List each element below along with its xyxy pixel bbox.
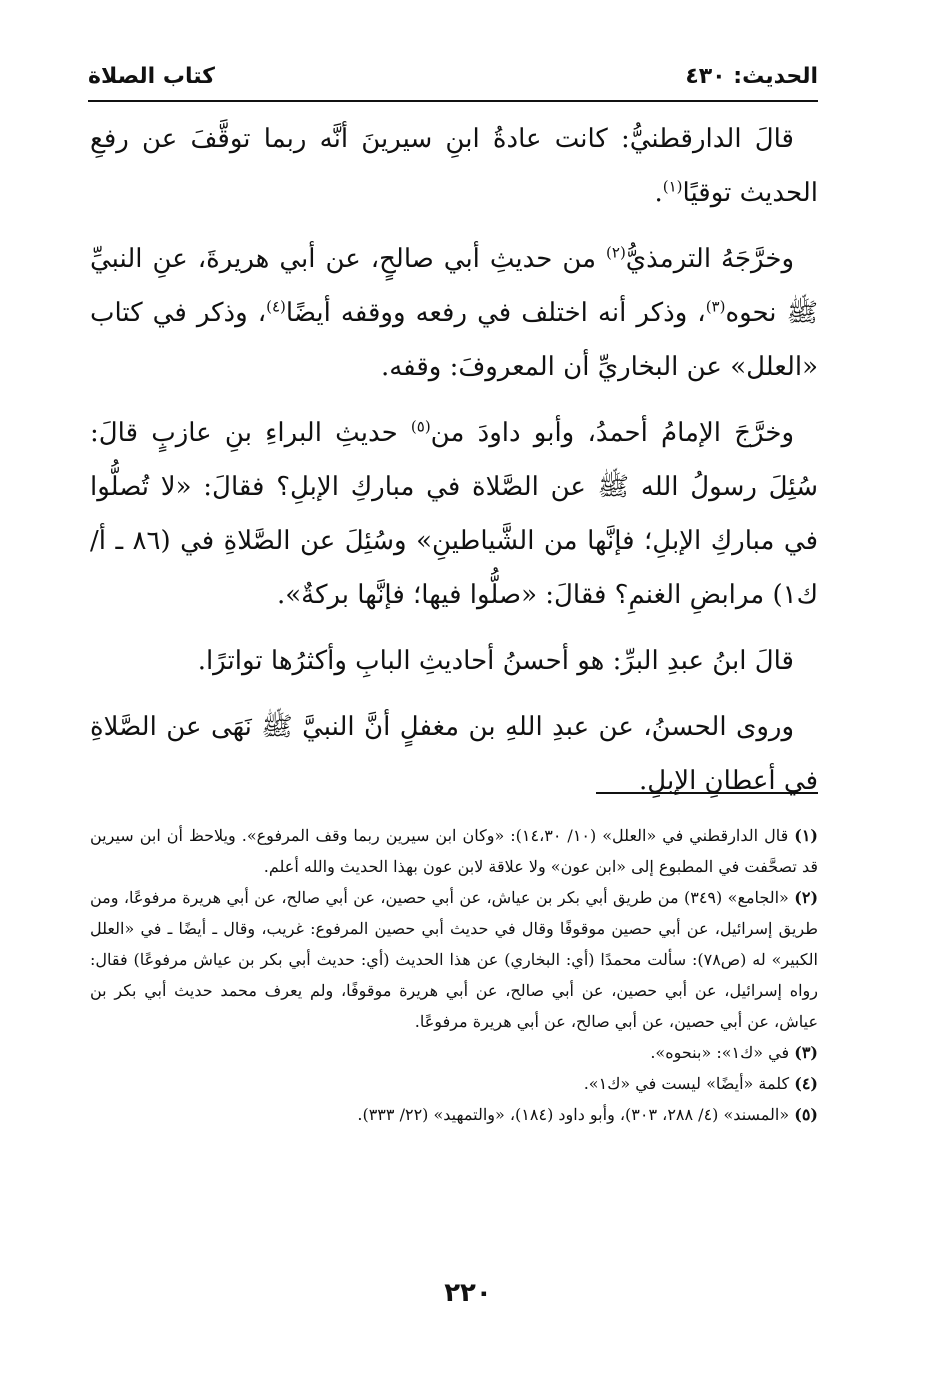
main-text bbox=[90, 112, 818, 820]
footnote-5 bbox=[90, 1099, 818, 1130]
footnote-4 bbox=[90, 1068, 818, 1099]
paragraph-text: . bbox=[654, 178, 663, 208]
paragraph-text: حديثِ البراءِ بنِ عازبٍ قالَ: سُئِلَ رسولُ الله ﷺ عن الصَّلاة في مباركِ الإبلِ؟ فقالَ: «لا تُصلُّوا في مباركِ الإبلِ؛ فإنَّها من الشَّياطينِ» وسُئِلَ عن الصَّلاةِ في (٨٦ ـ أ/ك١) مرابضِ الغنمِ؟ فقالَ: «صلُّوا فيها؛ فإنَّها بركةٌ». bbox=[90, 418, 818, 610]
footnote-1 bbox=[90, 820, 818, 882]
footnote-number: (١) bbox=[794, 826, 818, 845]
footnote-number: (٥) bbox=[794, 1105, 818, 1124]
paragraph-1 bbox=[90, 112, 818, 220]
chapter-title: كتاب الصلاة bbox=[88, 64, 215, 89]
paragraph-text: قالَ الدارقطنيُّ: كانت عادةُ ابنِ سيرينَ أنَّه ربما توقَّفَ عن رفعِ الحديث توقيًا bbox=[90, 124, 818, 208]
footnotes bbox=[90, 820, 818, 1130]
paragraph-text: وخرَّجَ الإمامُ أحمدُ، وأبو داودَ من bbox=[430, 418, 795, 448]
footnote-2 bbox=[90, 882, 818, 1037]
footnote-number: (٤) bbox=[794, 1074, 818, 1093]
footnote-text: في «ك١»: «بنحوه». bbox=[650, 1043, 790, 1062]
paragraph-5: وروى الحسنُ، عن عبدِ اللهِ بن مغفلٍ أنَّ النبيَّ ﷺ نَهَى عن الصَّلاةِ في أعطانِ الإبلِ. bbox=[90, 712, 818, 796]
header-rule bbox=[88, 100, 818, 102]
footnote-text: كلمة «أيضًا» ليست في «ك١». bbox=[583, 1074, 790, 1093]
footnote-ref: (١) bbox=[662, 177, 683, 196]
running-header bbox=[88, 58, 818, 98]
footnote-3 bbox=[90, 1037, 818, 1068]
footnote-separator bbox=[596, 792, 818, 794]
paragraph-text: وخرَّجَهُ الترمذيُّ bbox=[625, 244, 795, 274]
footnote-text: قال الدارقطني في «العلل» (١٠/ ١٤،٣٠): «وكان ابن سيرين ربما وقف المرفوع». ويلاحظ أن ابن سيرين قد تصحَّفت في المطبوع إلى «ابن عون» ولا علاقة لابن عون بهذا الحديث والله أعلم. bbox=[90, 826, 818, 876]
footnote-number: (٢) bbox=[794, 888, 819, 907]
paragraph-4: قالَ ابنُ عبدِ البرِّ: هو أحسنُ أحاديثِ البابِ وأكثرُها تواترًا. bbox=[197, 646, 794, 676]
paragraph-3 bbox=[90, 406, 818, 622]
page-number: ٢٢٠ bbox=[444, 1278, 492, 1308]
paragraph-text: ، وذكر أنه اختلف في رفعه ووقفه أيضًا bbox=[285, 298, 706, 328]
footnote-ref: (٤) bbox=[266, 297, 286, 316]
hadith-number: الحديث: ٤٣٠ bbox=[685, 64, 818, 89]
footnote-ref: (٥) bbox=[410, 417, 431, 436]
paragraph-text: ، وذكر في كتاب «العلل» عن البخاريِّ أن المعروفَ: وقفه. bbox=[90, 298, 818, 382]
footnote-ref: (٣) bbox=[705, 297, 726, 316]
footnote-text: «المسند» (٤/ ٢٨٨، ٣٠٣)، وأبو داود (١٨٤)، «والتمهيد» (٢٢/ ٣٣٣). bbox=[357, 1105, 790, 1124]
footnote-ref: (٢) bbox=[606, 243, 626, 262]
paragraph-2 bbox=[90, 232, 818, 394]
paragraph-text: من حديثِ أبي صالحٍ، عن أبي هريرةَ، عنِ النبيِّ ﷺ نحوه bbox=[90, 244, 818, 328]
footnote-number: (٣) bbox=[794, 1043, 818, 1062]
footnote-text: «الجامع» (٣٤٩) من طريق أبي بكر بن عياش، عن أبي حصين، عن أبي صالح، عن أبي هريرة مرفوعًا، ومن طريق إسرائيل، عن أبي حصين موقوفًا وقال في حديث أبي حصين المرفوع: غريب، وقال ـ أيضًا ـ في «العلل الكبير» له (ص٧٨): سألت محمدًا (أي: البخاري) عن هذا الحديث (أي: حديث أبي بكر بن عياش مرفوعًا) فقال: رواه إسرائيل، عن أبي حصين، عن أبي صالح، عن أبي هريرة موقوفًا، ولم يعرف محمد حديث أبي بكر بن عياش، عن أبي حصين، عن أبي صالح، عن أبي هريرة مرفوعًا. bbox=[90, 888, 819, 1031]
